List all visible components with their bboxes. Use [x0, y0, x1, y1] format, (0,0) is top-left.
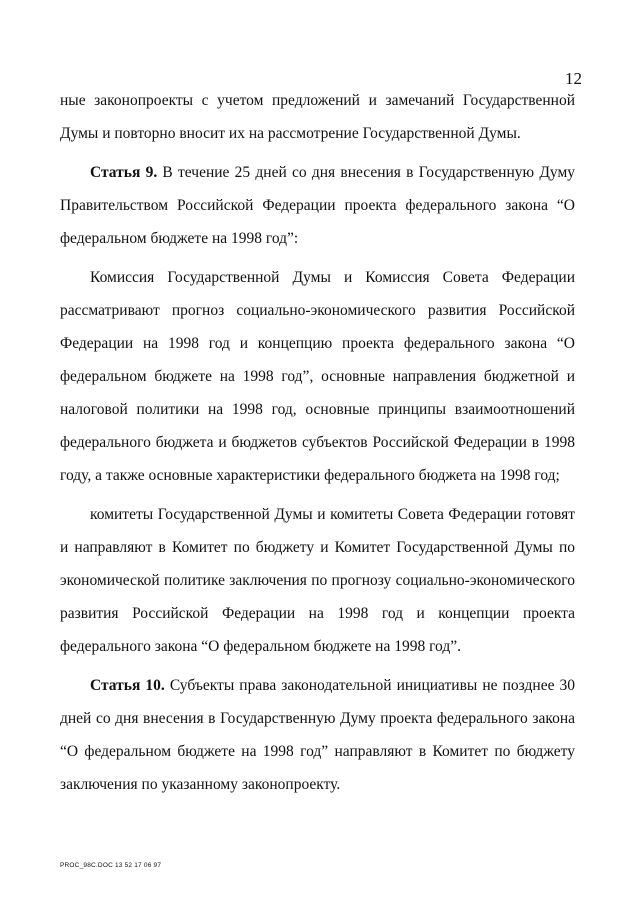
paragraph-text: комитеты Государственной Думы и комитеты Совета Федерации готовят и направляют в Комитет по бюджету и Комитет Государственной Думы по экономической политике заключения по прогнозу социально-экономического развития Российской Федерации на 1998 год и концепции проекта федерального закона “О федеральном бюджете на 1998 год”.	[60, 506, 575, 655]
article-heading: Статья 10.	[90, 677, 165, 694]
paragraph-committees	[60, 498, 575, 663]
paragraph-text: ные законопроекты с учетом предложений и замечаний Государственной Думы и повторно вносит их на рассмотрение Государственной Думы.	[60, 92, 575, 142]
file-reference-footer: PROC_98C.DOC 13 52 17 06 97	[60, 862, 162, 869]
paragraph-commissions	[60, 261, 575, 492]
document-body	[60, 84, 575, 807]
paragraph-continuation	[60, 84, 575, 150]
page-number: 12	[565, 69, 582, 88]
paragraph-text: Субъекты права законодательной инициативы не позднее 30 дней со дня внесения в Государственную Думу проекта федерального закона “О федеральном бюджете на 1998 год” направляют в Комитет по бюджету заключения по указанному законопроекту.	[60, 677, 576, 793]
article-heading: Статья 9.	[90, 164, 158, 181]
paragraph-article-10	[60, 669, 575, 801]
paragraph-text: В течение 25 дней со дня внесения в Государственную Думу Правительством Российской Федерации проекта федерального закона “О федеральном бюджете на 1998 год”:	[60, 164, 576, 247]
paragraph-text: Комиссия Государственной Думы и Комиссия Совета Федерации рассматривают прогноз социально-экономического развития Российской Федерации на 1998 год и концепцию проекта федерального закона “О федеральном бюджете на 1998 год”, основные направления бюджетной и налоговой политики на 1998 год, основные принципы взаимоотношений федерального бюджета и бюджетов субъектов Российской Федерации в 1998 году, а также основные характеристики федерального бюджета на 1998 год;	[60, 269, 575, 484]
paragraph-article-9	[60, 156, 575, 255]
